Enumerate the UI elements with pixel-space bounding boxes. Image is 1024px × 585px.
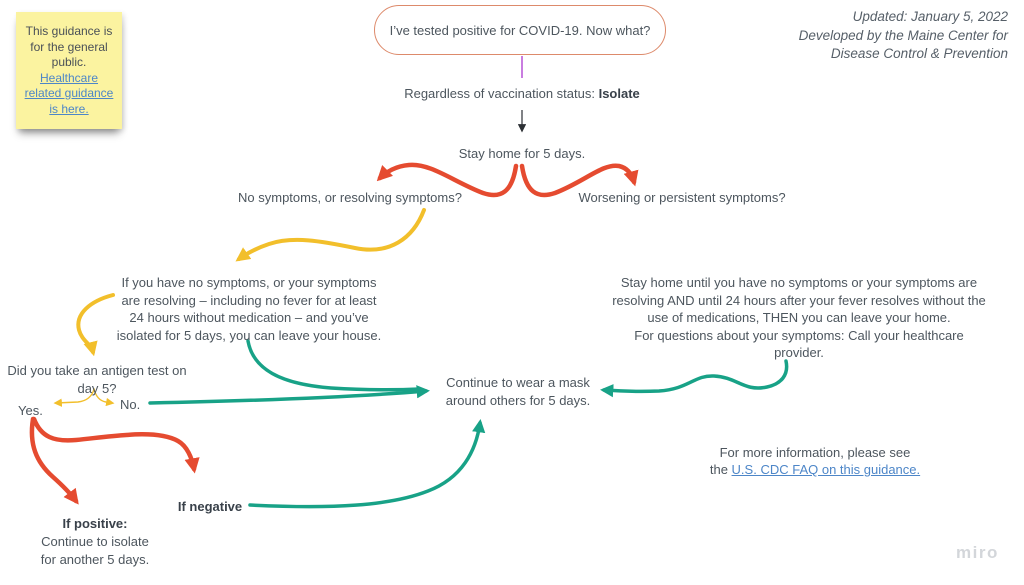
left-info-line: If you have no symptoms, or your symptoms [121,275,377,290]
yellow-to-antigen-arrow [78,295,113,352]
antigen-test-question [2,362,192,398]
mask-line: around others for 5 days. [445,392,591,408]
stay-home-label: Stay home for 5 days. [458,146,586,161]
right-info-line: provider. [774,345,824,360]
yes-text: Yes. [18,403,43,418]
no-symptoms-info-node [116,274,382,344]
more-info-prefix: the [709,462,732,477]
isolate-label: Isolate [598,86,640,101]
right-info-line: For questions about your symptoms: Call your healthcare [634,327,964,343]
antigen-question-line: Did you take an antigen test on [7,363,187,378]
left-info-line: are resolving – including no fever for at least [121,292,377,308]
if-negative-label: If negative [177,499,243,514]
vaccination-status-node [340,85,704,103]
worsening-symptoms-question [572,189,792,207]
more-info-line2 [700,461,930,478]
red-yes-to-negative-arrow [34,419,194,469]
left-info-line: 24 hours without medication – and you’ve [129,310,369,325]
no-label [120,396,160,414]
green-provider-to-mask-arrow [604,361,787,391]
credits-line1: Developed by the Maine Center for [798,27,1008,43]
green-leftinfo-to-mask-line [248,341,420,390]
right-info-line: resolving AND until 24 hours after your fever resolves without the [612,292,986,308]
miro-watermark-logo[interactable]: miro [956,543,999,562]
no-text: No. [120,397,141,412]
if-negative-node [170,498,250,516]
more-info-note [700,444,930,478]
if-positive-node [32,515,158,569]
no-symptoms-question [238,189,462,207]
green-negative-to-mask-arrow [250,423,480,507]
right-info-line: Stay home until you have no symptoms or your symptoms are [620,275,978,290]
no-symptoms-question-label: No symptoms, or resolving symptoms? [238,190,462,205]
updated-credits [728,8,1008,64]
healthcare-guidance-link[interactable]: Healthcare related guidance is here. [24,70,114,116]
wear-mask-node [438,374,598,409]
yellow-left-question-arrow [239,210,424,259]
cdc-faq-link[interactable]: U.S. CDC FAQ on this guidance. [731,462,921,477]
start-node [374,5,666,55]
worsening-symptoms-question-label: Worsening or persistent symptoms? [578,190,786,205]
yes-label [18,402,58,420]
if-positive-line: Continue to isolate [41,534,149,549]
right-info-line: use of medications, THEN you can leave your home. [647,310,951,325]
updated-date: Updated: January 5, 2022 [852,9,1008,24]
worsening-info-node [608,274,990,362]
more-info-line1: For more information, please see [719,445,911,460]
if-positive-title: If positive: [62,516,128,531]
left-info-line: isolated for 5 days, you can leave your house. [116,327,382,343]
sticky-note-text: This guidance is for the general public. [25,24,113,69]
if-positive-line: for another 5 days. [40,552,150,567]
credits-line2: Disease Control & Prevention [830,46,1008,61]
stay-home-node [422,145,622,163]
antigen-question-line: day 5? [77,381,117,396]
vaccination-status-text: Regardless of vaccination status: [404,86,599,101]
start-node-label: I’ve tested positive for COVID-19. Now what? [389,22,651,38]
sticky-note [16,12,122,129]
mask-line: Continue to wear a mask [446,375,590,390]
